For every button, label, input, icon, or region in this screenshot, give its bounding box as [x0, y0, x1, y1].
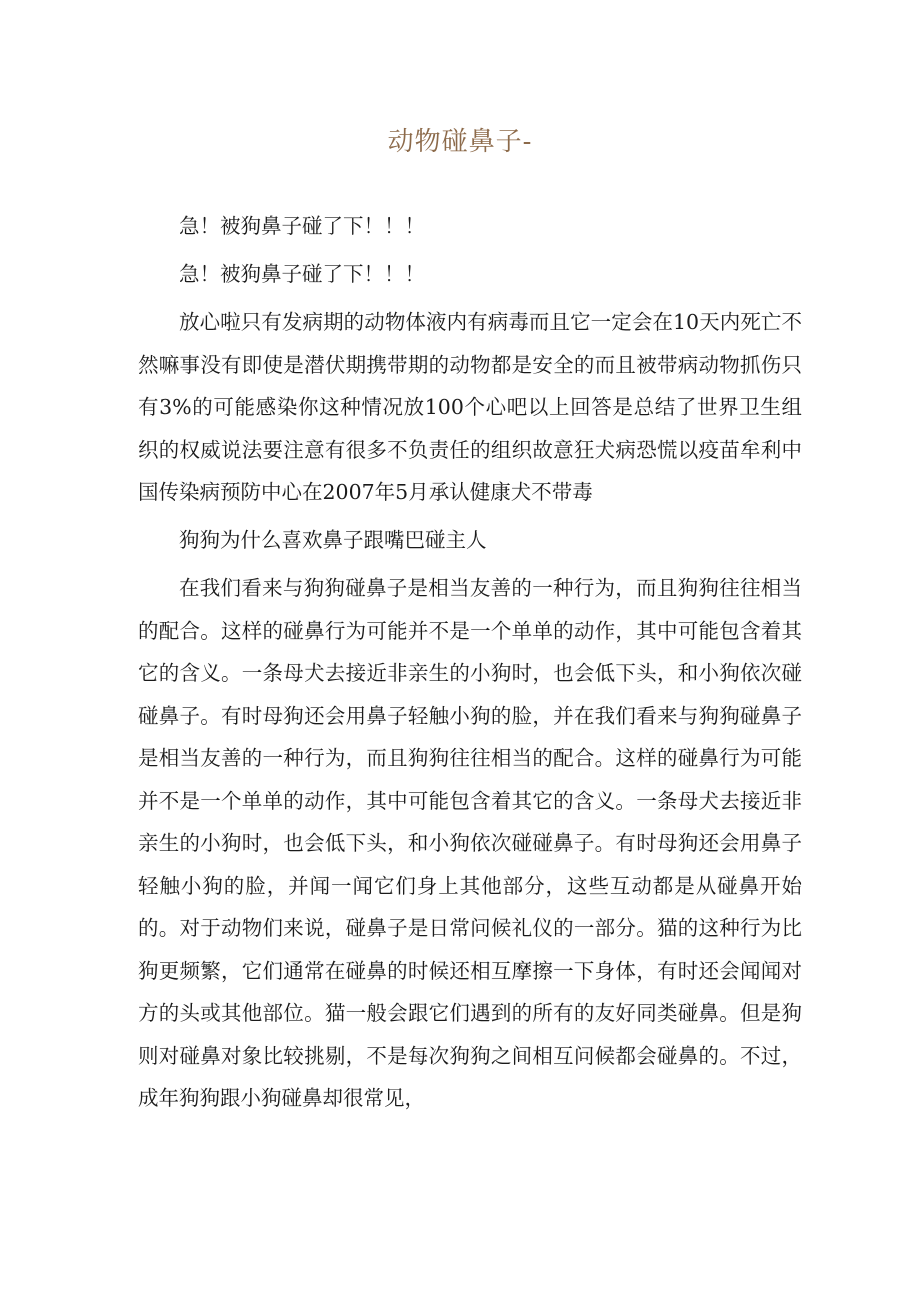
paragraph-2: 急！被狗鼻子碰了下！！！: [179, 262, 425, 286]
paragraph-3: 放心啦只有发病期的动物体液内有病毒而且它一定会在10天内死亡不然嘛事没有即使是潜伏期携带期的动物都是安全的而且被带病动物抓伤只有3%的可能感染你这种情况放100个心吧以上回答是总结了世界卫生组织的权威说法要注意有很多不负责任的组织故意狂犬病恐慌以疫苗牟利中国传染病预防中心在2007年5月承认健康犬不带毒: [138, 310, 802, 504]
paragraph-1: 急！被狗鼻子碰了下！！！: [179, 214, 425, 238]
document-title: 动物碰鼻子-: [387, 127, 533, 157]
paragraph-4: 狗狗为什么喜欢鼻子跟嘴巴碰主人: [179, 528, 487, 552]
document-body: [138, 205, 802, 1125]
paragraph-5: 在我们看来与狗狗碰鼻子是相当友善的一种行为，而且狗狗往往相当的配合。这样的碰鼻行为可能并不是一个单单的动作，其中可能包含着其它的含义。一条母犬去接近非亲生的小狗时，也会低下头，和小狗依次碰碰鼻子。有时母狗还会用鼻子轻触小狗的脸，并在我们看来与狗狗碰鼻子是相当友善的一种行为，而且狗狗往往相当的配合。这样的碰鼻行为可能并不是一个单单的动作，其中可能包含着其它的含义。一条母犬去接近非亲生的小狗时，也会低下头，和小狗依次碰碰鼻子。有时母狗还会用鼻子轻触小狗的脸，并闻一闻它们身上其他部分，这些互动都是从碰鼻开始的。对于动物们来说，碰鼻子是日常问候礼仪的一部分。猫的这种行为比狗更频繁，它们通常在碰鼻的时候还相互摩擦一下身体，有时还会闻闻对方的头或其他部位。猫一般会跟它们遇到的所有的友好同类碰鼻。但是狗则对碰鼻对象比较挑剔，不是每次狗狗之间相互问候都会碰鼻的。不过，成年狗狗跟小狗碰鼻却很常见，: [138, 576, 802, 1110]
